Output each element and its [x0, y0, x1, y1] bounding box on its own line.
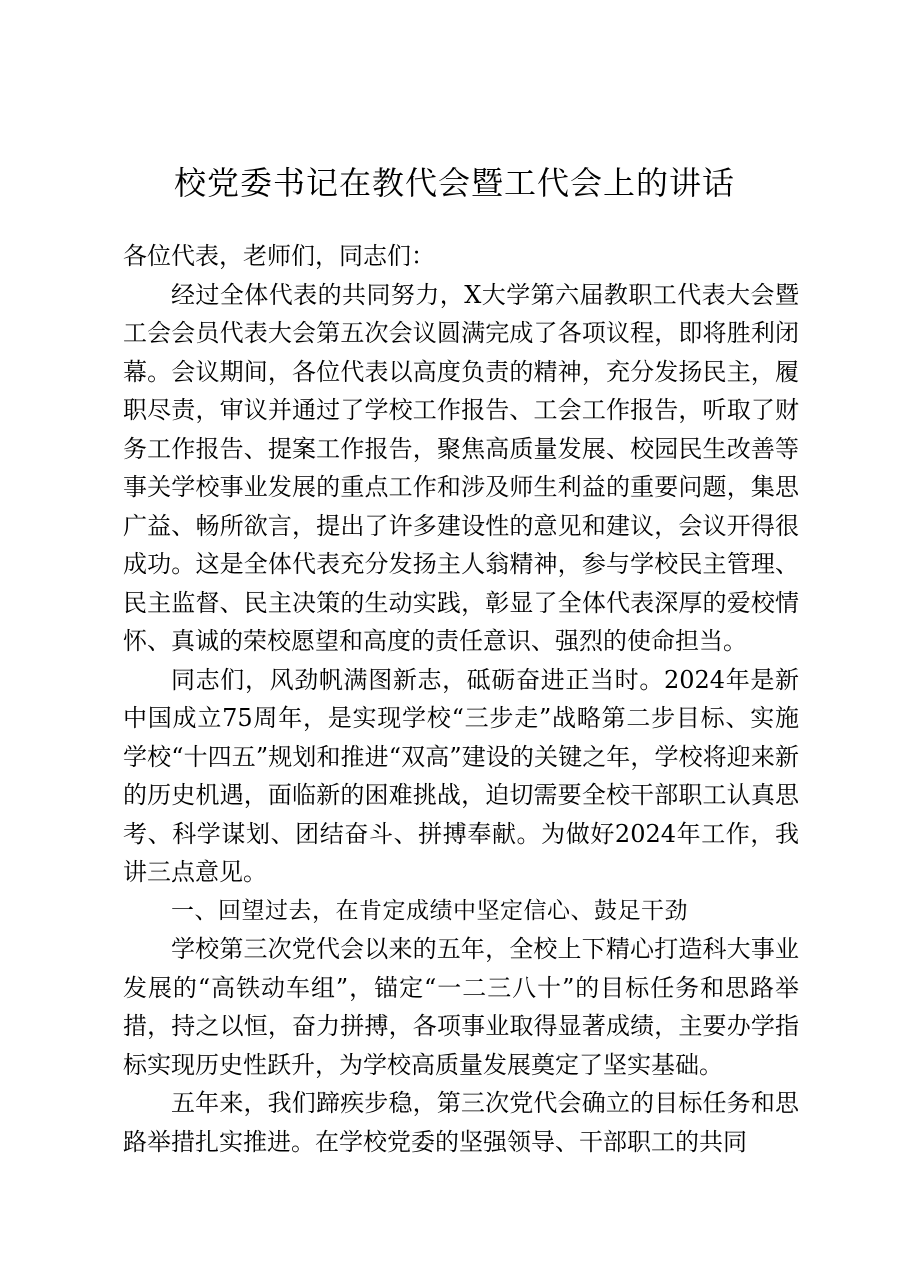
body-paragraph: 同志们，风劲帆满图新志，砥砺奋进正当时。2024年是新中国成立75周年，是实现学校“三步走”战略第二步目标、实施学校“十四五”规划和推进“双高”建设的关键之年，学校将迎来新的历史机遇，面临新的困难挑战，迫切需要全校干部职工认真思考、科学谋划、团结奋斗、拼搏奉献。为做好2024年工作，我讲三点意见。	[123, 665, 799, 886]
salutation: 各位代表，老师们，同志们：	[123, 242, 435, 270]
section-heading: 一、回望过去，在肯定成绩中坚定信心、鼓足干劲	[171, 897, 688, 924]
document-title: 校党委书记在教代会暨工代会上的讲话	[173, 164, 735, 202]
body-paragraph: 五年来，我们蹄疾步稳，第三次党代会确立的目标任务和思路举措扎实推进。在学校党委的坚强领导、干部职工的共同	[123, 1089, 799, 1156]
document-body	[123, 237, 799, 1161]
body-paragraph: 学校第三次党代会以来的五年，全校上下精心打造科大事业发展的“高铁动车组”，锚定“一二三八十”的目标任务和思路举措，持之以恒，奋力拼搏，各项事业取得显著成绩，主要办学指标实现历史性跃升，为学校高质量发展奠定了坚实基础。	[123, 935, 799, 1079]
body-paragraph: 经过全体代表的共同努力，X大学第六届教职工代表大会暨工会会员代表大会第五次会议圆满完成了各项议程，即将胜利闭幕。会议期间，各位代表以高度负责的精神，充分发扬民主，履职尽责，审议并通过了学校工作报告、工会工作报告，听取了财务工作报告、提案工作报告，聚焦高质量发展、校园民生改善等事关学校事业发展的重点工作和涉及师生利益的重要问题，集思广益、畅所欲言，提出了许多建设性的意见和建议，会议开得很成功。这是全体代表充分发扬主人翁精神，参与学校民主管理、民主监督、民主决策的生动实践，彰显了全体代表深厚的爱校情怀、真诚的荣校愿望和高度的责任意识、强烈的使命担当。	[123, 280, 799, 655]
